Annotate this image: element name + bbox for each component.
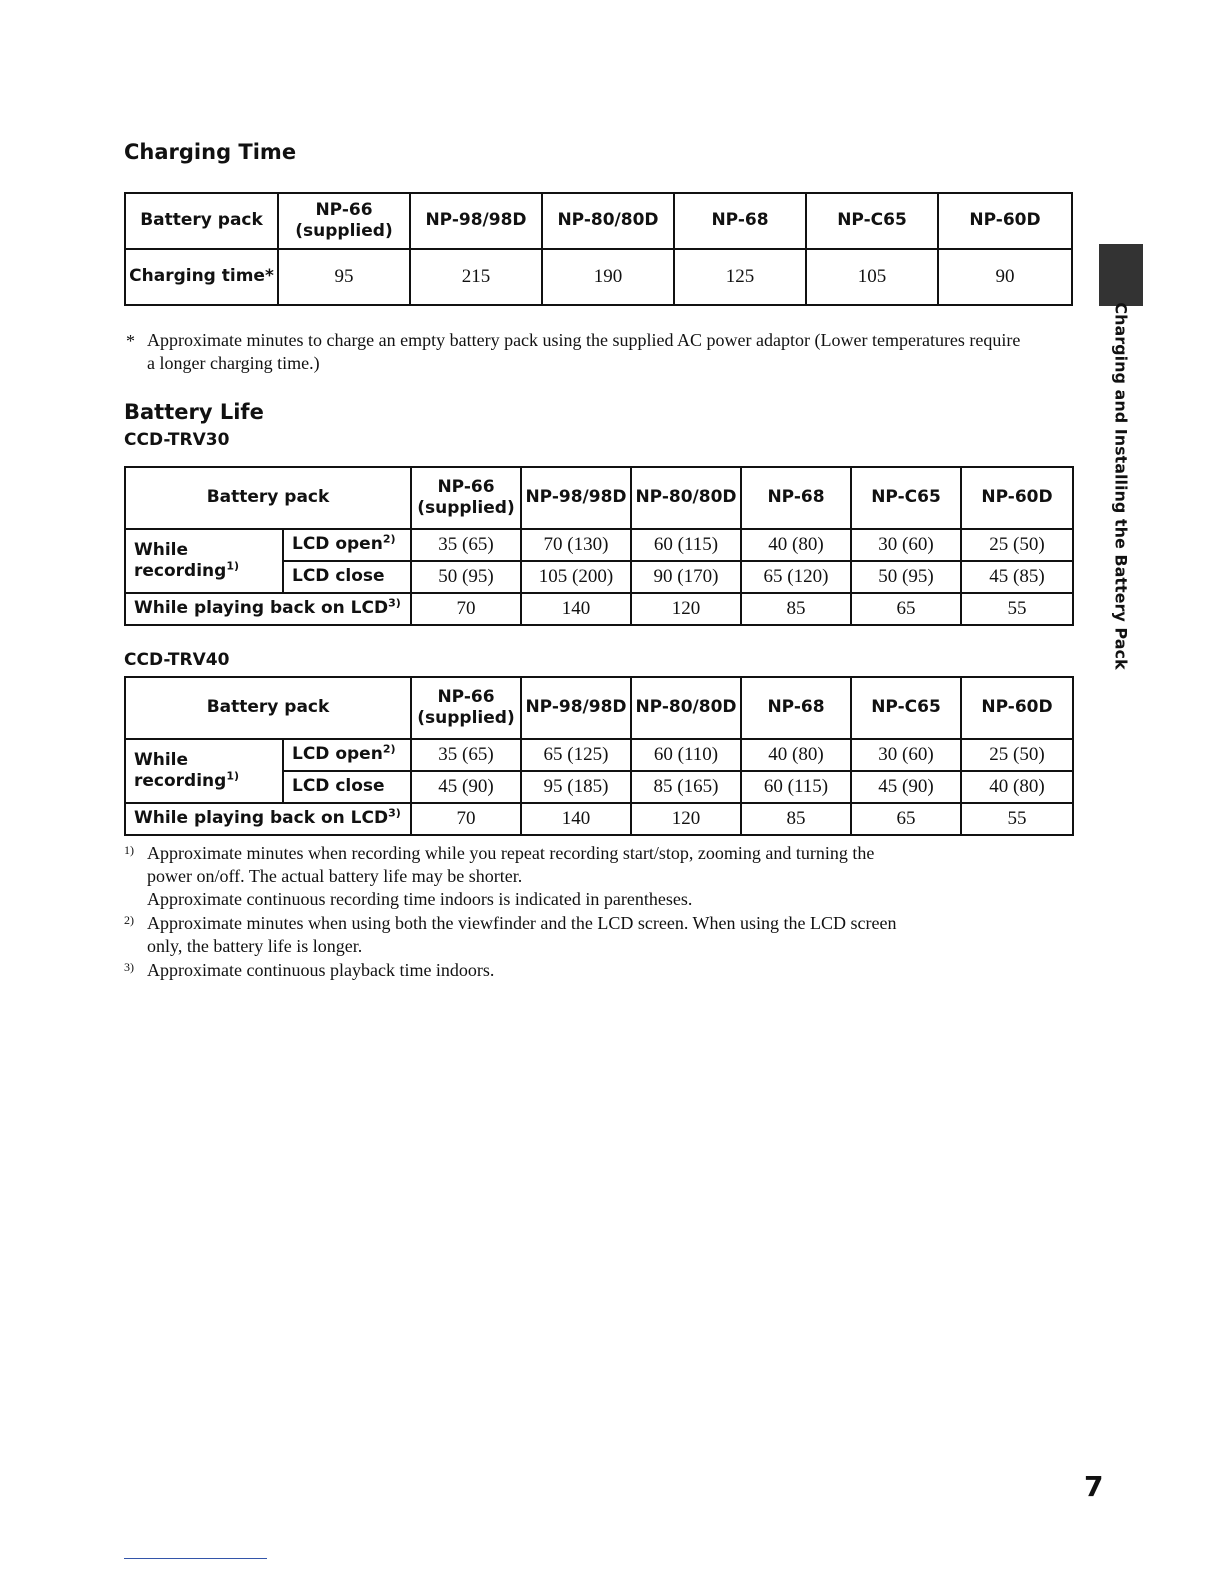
row-header-cell: Battery pack bbox=[125, 193, 278, 249]
table-cell: 120 bbox=[631, 593, 741, 625]
table-cell: 60 (110) bbox=[631, 739, 741, 771]
row-label bbox=[283, 739, 411, 771]
table-row bbox=[125, 739, 1073, 771]
column-header: NP-68 bbox=[674, 193, 806, 249]
table-cell: 70 (130) bbox=[521, 529, 631, 561]
battery-life-table-ccd-trv40 bbox=[124, 676, 1074, 836]
table-cell: 35 (65) bbox=[411, 739, 521, 771]
column-header: NP-68 bbox=[741, 677, 851, 739]
table-cell: 105 bbox=[806, 249, 938, 305]
table-cell: 60 (115) bbox=[741, 771, 851, 803]
column-header: NP-80/80D bbox=[631, 467, 741, 529]
table-cell: 45 (90) bbox=[411, 771, 521, 803]
column-header: NP-98/98D bbox=[521, 677, 631, 739]
table-cell: 190 bbox=[542, 249, 674, 305]
footnote-marker: 2) bbox=[124, 913, 134, 927]
table-cell: 30 (60) bbox=[851, 529, 961, 561]
row-label: Charging time* bbox=[125, 249, 278, 305]
column-header: NP-68 bbox=[741, 467, 851, 529]
column-header: NP-C65 bbox=[806, 193, 938, 249]
battery-life-table-ccd-trv30 bbox=[124, 466, 1074, 626]
table-row bbox=[125, 249, 1072, 305]
row-group-label bbox=[125, 739, 283, 803]
table-cell: 105 (200) bbox=[521, 561, 631, 593]
table-cell: 120 bbox=[631, 803, 741, 835]
row-label bbox=[283, 529, 411, 561]
row-label bbox=[125, 803, 411, 835]
table-cell: 70 bbox=[411, 593, 521, 625]
side-tab-label: Charging and Installing the Battery Pack bbox=[1111, 302, 1131, 670]
table-cell: 65 (120) bbox=[741, 561, 851, 593]
table-row bbox=[125, 529, 1073, 561]
footnote-ref: 1) bbox=[226, 769, 240, 783]
table-cell: 45 (90) bbox=[851, 771, 961, 803]
table-cell: 40 (80) bbox=[741, 739, 851, 771]
table-cell: 40 (80) bbox=[741, 529, 851, 561]
footnote-line: only, the battery life is longer. bbox=[147, 936, 363, 956]
table-cell: 65 bbox=[851, 593, 961, 625]
footnote-ref: 3) bbox=[388, 806, 401, 820]
section-title-battery-life: Battery Life bbox=[124, 400, 264, 424]
row-group-label bbox=[125, 529, 283, 593]
table-cell: 50 (95) bbox=[851, 561, 961, 593]
section-title-charging-time: Charging Time bbox=[124, 140, 297, 164]
column-header: NP-80/80D bbox=[631, 677, 741, 739]
table-cell: 140 bbox=[521, 803, 631, 835]
side-tab-marker bbox=[1099, 244, 1143, 306]
table-header-row bbox=[125, 677, 1073, 739]
column-header: NP-98/98D bbox=[521, 467, 631, 529]
table-row bbox=[125, 803, 1073, 835]
table-cell: 65 (125) bbox=[521, 739, 631, 771]
table-header-row bbox=[125, 193, 1072, 249]
table-cell: 95 bbox=[278, 249, 410, 305]
table-cell: 90 bbox=[938, 249, 1072, 305]
footnote-line: power on/off. The actual battery life may be shorter. bbox=[147, 866, 523, 886]
footer-rule bbox=[124, 1558, 267, 1559]
column-header: NP-C65 bbox=[851, 467, 961, 529]
playback-label: While playing back on LCD bbox=[134, 598, 389, 619]
table-header-row bbox=[125, 467, 1073, 529]
table-cell: 85 bbox=[741, 593, 851, 625]
footnote-marker: 3) bbox=[124, 960, 134, 974]
column-header: NP-66 (supplied) bbox=[278, 193, 410, 249]
column-header: NP-66 (supplied) bbox=[411, 677, 521, 739]
footnote-ref: 2) bbox=[382, 532, 396, 546]
table-cell: 85 bbox=[741, 803, 851, 835]
table-cell: 125 bbox=[674, 249, 806, 305]
column-header: NP-60D bbox=[961, 677, 1073, 739]
lcd-open-label: LCD open bbox=[292, 534, 383, 555]
column-header: NP-60D bbox=[938, 193, 1072, 249]
table-cell: 90 (170) bbox=[631, 561, 741, 593]
row-header-cell: Battery pack bbox=[125, 467, 411, 529]
column-header: NP-C65 bbox=[851, 677, 961, 739]
table-cell: 55 bbox=[961, 593, 1073, 625]
table-cell: 85 (165) bbox=[631, 771, 741, 803]
footnote-line: Approximate minutes when using both the viewfinder and the LCD screen. When using the LCD screen bbox=[147, 913, 897, 933]
table-cell: 25 (50) bbox=[961, 529, 1073, 561]
footnote-line: Approximate minutes when recording while you repeat recording start/stop, zooming and turning the bbox=[147, 843, 875, 863]
table-cell: 25 (50) bbox=[961, 739, 1073, 771]
lcd-open-label: LCD open bbox=[292, 744, 383, 765]
table-cell: 140 bbox=[521, 593, 631, 625]
column-header: NP-66 (supplied) bbox=[411, 467, 521, 529]
table-cell: 60 (115) bbox=[631, 529, 741, 561]
footnote-line: Approximate continuous recording time indoors is indicated in parentheses. bbox=[147, 889, 693, 909]
recording-label: While recording bbox=[134, 539, 227, 581]
model-title-ccd-trv40: CCD-TRV40 bbox=[124, 650, 230, 670]
recording-label: While recording bbox=[134, 749, 227, 791]
table-cell: 95 (185) bbox=[521, 771, 631, 803]
table-cell: 50 (95) bbox=[411, 561, 521, 593]
page-number: 7 bbox=[1084, 1470, 1104, 1503]
column-header: NP-98/98D bbox=[410, 193, 542, 249]
table-cell: 65 bbox=[851, 803, 961, 835]
table-cell: 45 (85) bbox=[961, 561, 1073, 593]
table-cell: 30 (60) bbox=[851, 739, 961, 771]
footnote-marker: * bbox=[126, 331, 135, 351]
playback-label: While playing back on LCD bbox=[134, 808, 389, 829]
table-row bbox=[125, 593, 1073, 625]
column-header: NP-80/80D bbox=[542, 193, 674, 249]
footnote-ref: 3) bbox=[388, 596, 401, 610]
row-label: LCD close bbox=[283, 561, 411, 593]
table-cell: 40 (80) bbox=[961, 771, 1073, 803]
table-cell: 35 (65) bbox=[411, 529, 521, 561]
footnote-line: Approximate continuous playback time indoors. bbox=[147, 960, 495, 980]
row-label bbox=[125, 593, 411, 625]
footnote-ref: 1) bbox=[226, 559, 240, 573]
model-title-ccd-trv30: CCD-TRV30 bbox=[124, 430, 230, 450]
footnote-marker: 1) bbox=[124, 843, 134, 857]
footnote-ref: 2) bbox=[382, 742, 396, 756]
table-cell: 55 bbox=[961, 803, 1073, 835]
table-cell: 215 bbox=[410, 249, 542, 305]
charging-footnote: Approximate minutes to charge an empty battery pack using the supplied AC power adaptor (Lower temperatures require a longer charging time.) bbox=[147, 330, 1021, 373]
charging-time-table bbox=[124, 192, 1073, 306]
row-header-cell: Battery pack bbox=[125, 677, 411, 739]
column-header: NP-60D bbox=[961, 467, 1073, 529]
table-cell: 70 bbox=[411, 803, 521, 835]
row-label: LCD close bbox=[283, 771, 411, 803]
